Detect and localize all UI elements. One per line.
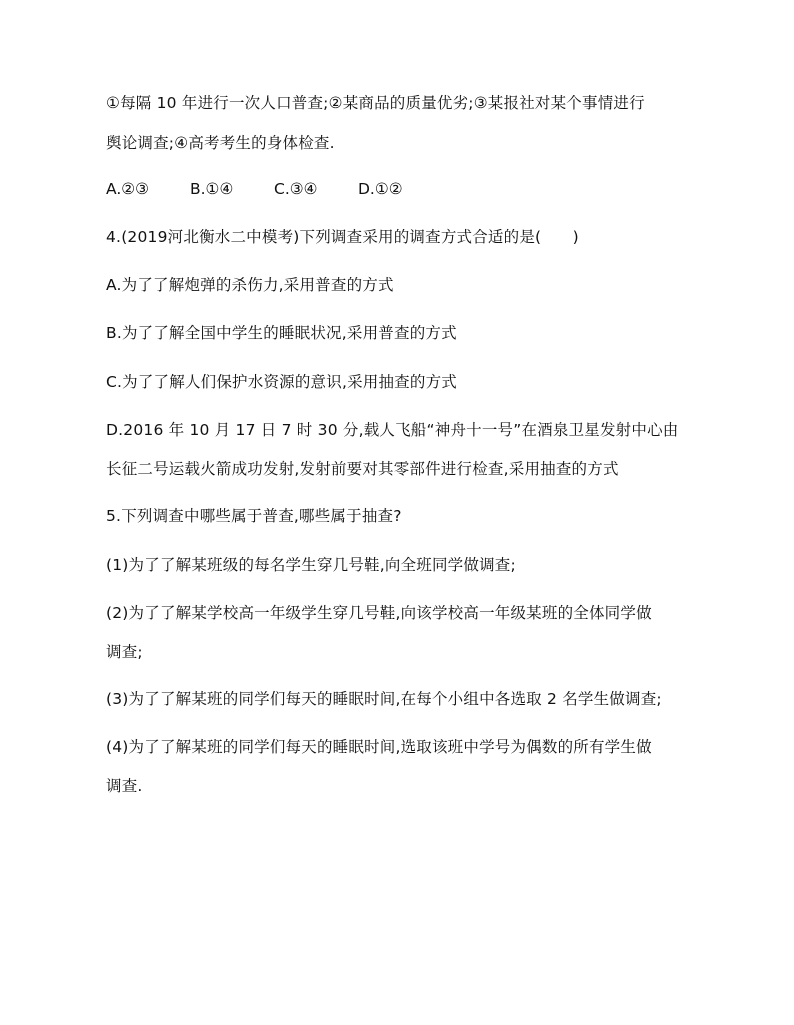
q4-option-d-line-1: D.2016 年 10 月 17 日 7 时 30 分,载人飞船“神舟十一号”在酒泉卫星发射中心由 [106,421,679,439]
q5-item-2-line-2: 调查; [106,643,143,661]
q3-option-a: A.②③ [106,180,150,198]
q4-option-b: B.为了了解全国中学生的睡眠状况,采用普查的方式 [106,324,457,342]
q4-option-d-line-2: 长征二号运载火箭成功发射,发射前要对其零部件进行检查,采用抽查的方式 [106,460,619,478]
q5-item-4-line-1: (4)为了了解某班的同学们每天的睡眠时间,选取该班中学号为偶数的所有学生做 [106,738,652,756]
q5-item-3: (3)为了了解某班的同学们每天的睡眠时间,在每个小组中各选取 2 名学生做调查; [106,690,662,708]
q5-item-2-line-1: (2)为了了解某学校高一年级学生穿几号鞋,向该学校高一年级某班的全体同学做 [106,604,652,622]
q3-option-d: D.①② [358,180,403,198]
q5-item-4-line-2: 调查. [106,777,143,795]
q4-stem: 4.(2019河北衡水二中模考)下列调查采用的调查方式合适的是( ) [106,228,579,246]
q3-option-c: C.③④ [274,180,318,198]
q4-option-c: C.为了了解人们保护水资源的意识,采用抽查的方式 [106,373,457,391]
q5-stem: 5.下列调查中哪些属于普查,哪些属于抽查? [106,507,402,525]
q3-line-1: ①每隔 10 年进行一次人口普查;②某商品的质量优劣;③某报社对某个事情进行 [106,94,645,112]
q5-item-1: (1)为了了解某班级的每名学生穿几号鞋,向全班同学做调查; [106,556,516,574]
q3-options [106,179,403,199]
q3-line-2: 舆论调查;④高考考生的身体检查. [106,134,335,152]
q3-option-b: B.①④ [190,180,234,198]
q4-option-a: A.为了了解炮弹的杀伤力,采用普查的方式 [106,276,394,294]
